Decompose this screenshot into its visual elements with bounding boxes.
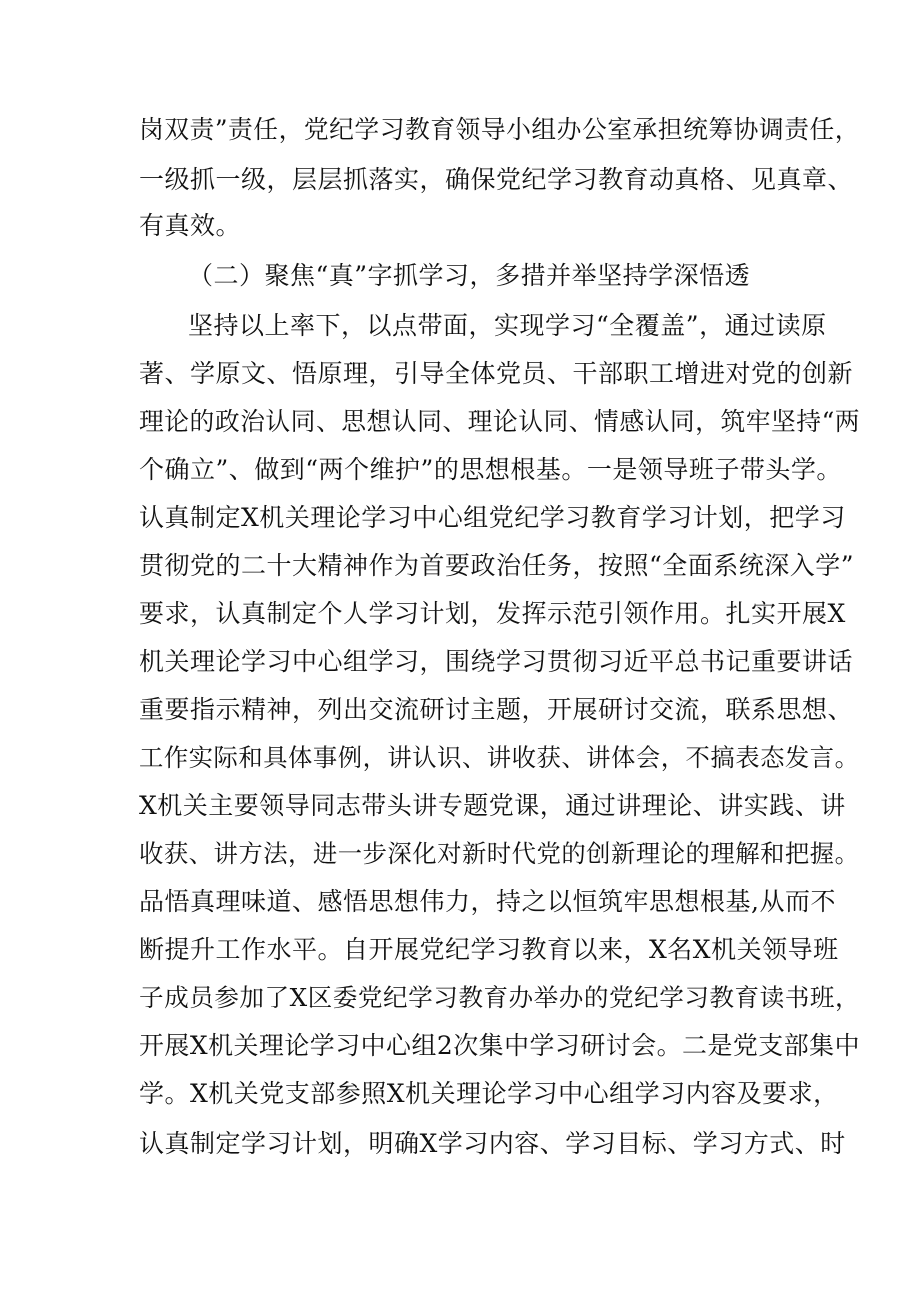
paragraph-line-8: 机关理论学习中心组学习，围绕学习贯彻习近平总书记重要讲话 bbox=[139, 647, 854, 676]
paragraph-line-14: 断提升工作水平。自开展党纪学习教育以来，X名X机关领导班 bbox=[139, 935, 839, 964]
paragraph-line-15: 子成员参加了X区委党纪学习教育办举办的党纪学习教育读书班， bbox=[139, 983, 861, 1012]
paragraph-line-17: 学。X机关党支部参照X机关理论学习中心组学习内容及要求， bbox=[139, 1079, 839, 1108]
paragraph-line-5: 认真制定X机关理论学习中心组党纪学习教育学习计划，把学习 bbox=[139, 503, 846, 532]
paragraph-line-7: 要求，认真制定个人学习计划，发挥示范引领作用。扎实开展X bbox=[139, 599, 846, 628]
section-heading: （二）聚焦“真”字抓学习，多措并举坚持学深悟透 bbox=[188, 261, 751, 290]
paragraph-line-11: X机关主要领导同志带头讲专题党课，通过讲理论、讲实践、讲 bbox=[139, 791, 846, 820]
paragraph-line-13: 品悟真理味道、感悟思想伟力，持之以恒筑牢思想根基,从而不 bbox=[139, 887, 836, 916]
continuation-line-3: 有真效。 bbox=[139, 211, 242, 240]
paragraph-line-9: 重要指示精神，列出交流研讨主题，开展研讨交流，联系思想、 bbox=[139, 695, 854, 724]
paragraph-line-6: 贯彻党的二十大精神作为首要政治任务，按照“全面系统深入学” bbox=[139, 551, 855, 580]
paragraph-line-3: 理论的政治认同、思想认同、理论认同、情感认同，筑牢坚持“两 bbox=[139, 407, 861, 436]
paragraph-line-1: 坚持以上率下，以点带面，实现学习“全覆盖”，通过读原 bbox=[188, 311, 827, 340]
continuation-line-1: 岗双责”责任，党纪学习教育领导小组办公室承担统筹协调责任， bbox=[139, 115, 861, 144]
paragraph-line-2: 著、学原文、悟原理，引导全体党员、干部职工增进对党的创新 bbox=[139, 359, 854, 388]
paragraph-line-4: 个确立”、做到“两个维护”的思想根基。一是领导班子带头学。 bbox=[139, 455, 842, 484]
paragraph-line-18: 认真制定学习计划，明确X学习内容、学习目标、学习方式、时 bbox=[139, 1129, 846, 1158]
paragraph-line-12: 收获、讲方法，进一步深化对新时代党的创新理论的理解和把握。 bbox=[139, 839, 860, 868]
continuation-line-2: 一级抓一级，层层抓落实，确保党纪学习教育动真格、见真章、 bbox=[139, 165, 854, 194]
paragraph-line-10: 工作实际和具体事例，讲认识、讲收获、讲体会，不搞表态发言。 bbox=[139, 743, 860, 772]
paragraph-line-16: 开展X机关理论学习中心组2次集中学习研讨会。二是党支部集中 bbox=[139, 1031, 860, 1060]
